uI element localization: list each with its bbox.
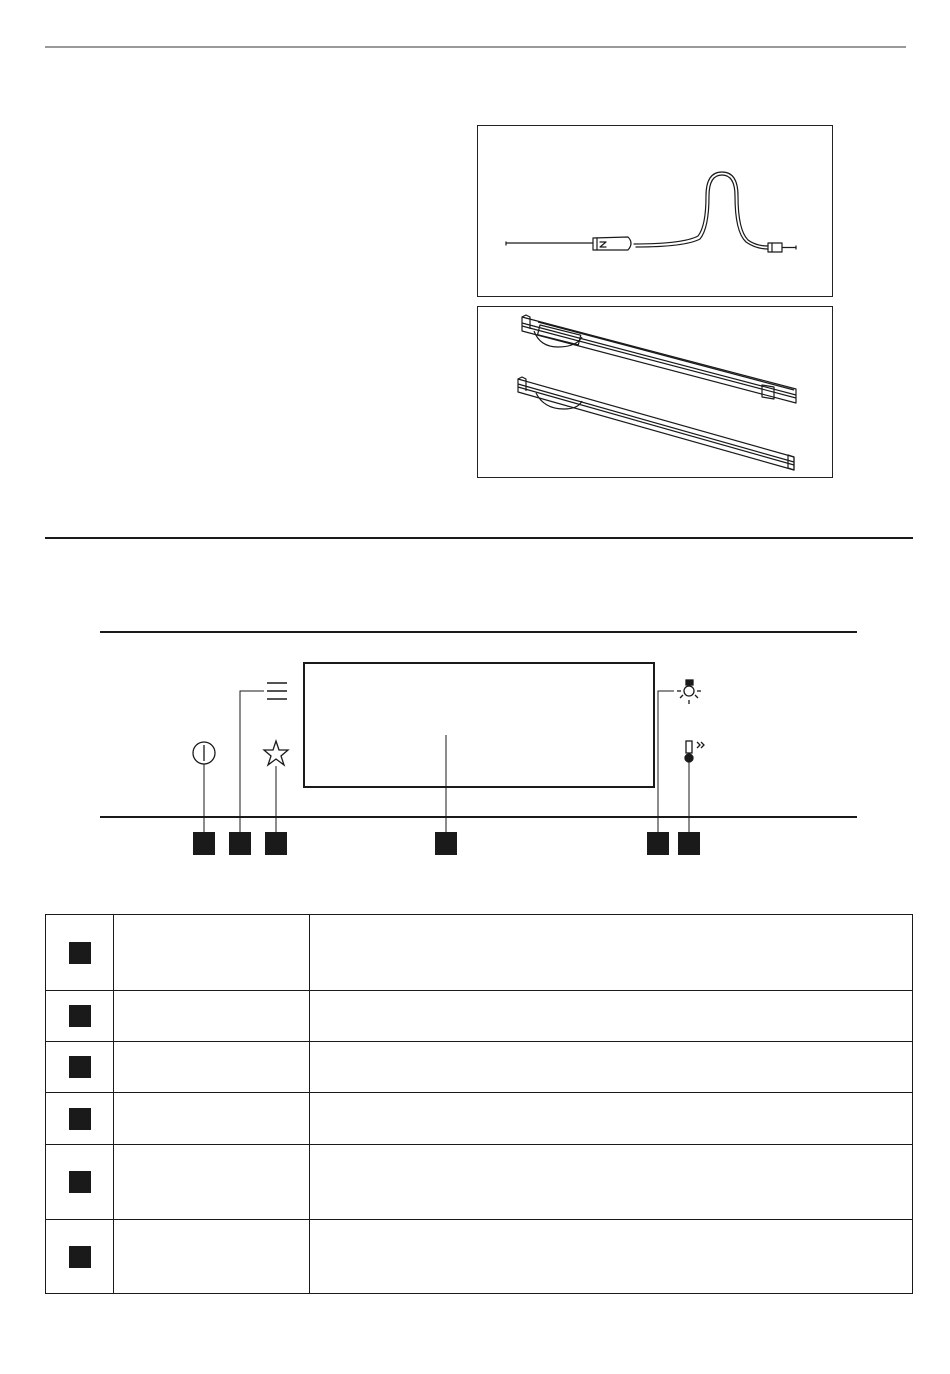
marker-square <box>435 832 457 855</box>
description-cell <box>310 915 913 991</box>
row-number-cell <box>46 991 114 1042</box>
description-cell <box>310 1220 913 1294</box>
row-number-cell <box>46 1145 114 1220</box>
marker-square <box>69 1056 91 1078</box>
marker-square <box>69 1246 91 1268</box>
table-row <box>46 991 913 1042</box>
table-row <box>46 1093 913 1145</box>
description-cell <box>310 1042 913 1093</box>
marker-square <box>193 832 215 855</box>
menu-icon <box>267 683 287 699</box>
function-name-cell <box>114 1093 310 1145</box>
description-cell <box>310 1093 913 1145</box>
marker-square <box>69 1005 91 1027</box>
fast-heat-up-thermometer-icon <box>685 741 704 762</box>
display-window <box>304 663 654 787</box>
lamp-icon <box>677 680 701 704</box>
description-cell <box>310 1145 913 1220</box>
function-name-cell <box>114 1220 310 1294</box>
control-panel-key-table <box>45 914 913 1294</box>
marker-square <box>647 832 669 855</box>
function-name-cell <box>114 1042 310 1093</box>
function-name-cell <box>114 915 310 991</box>
marker-square <box>69 1108 91 1130</box>
favourites-star-icon <box>264 741 288 765</box>
table-row <box>46 915 913 991</box>
row-number-cell <box>46 1093 114 1145</box>
function-name-cell <box>114 1145 310 1220</box>
function-name-cell <box>114 991 310 1042</box>
marker-square <box>69 942 91 964</box>
row-number-cell <box>46 1042 114 1093</box>
row-number-cell <box>46 915 114 991</box>
row-number-cell <box>46 1220 114 1294</box>
marker-square <box>678 832 700 855</box>
table-row <box>46 1220 913 1294</box>
table-row <box>46 1042 913 1093</box>
table-row <box>46 1145 913 1220</box>
power-on-off-icon <box>193 742 215 764</box>
marker-square <box>69 1171 91 1193</box>
marker-square <box>229 832 251 855</box>
description-cell <box>310 991 913 1042</box>
marker-square <box>265 832 287 855</box>
